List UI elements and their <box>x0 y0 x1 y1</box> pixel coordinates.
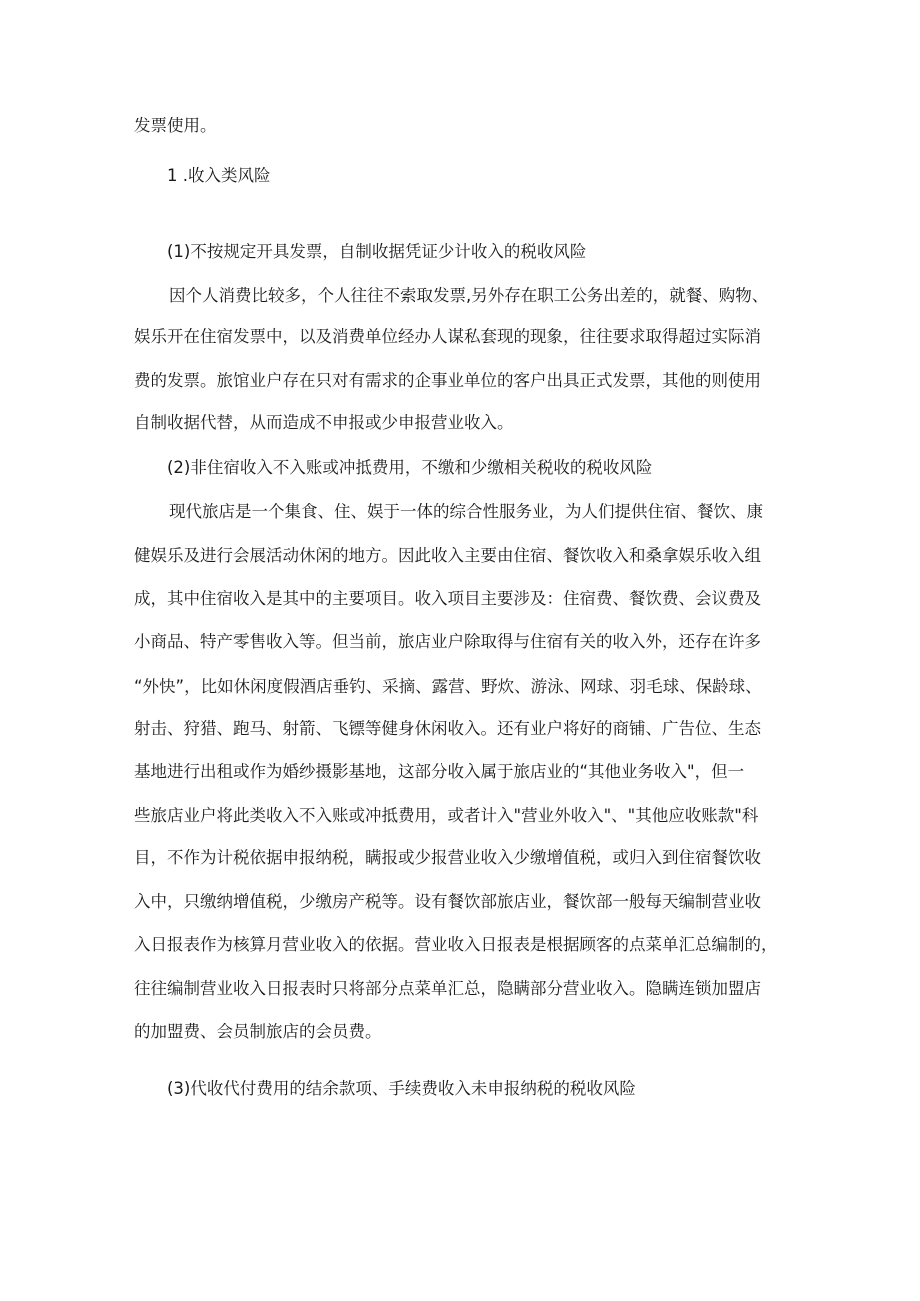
paragraph-line: 成，其中住宿收入是其中的主要项目。收入项目主要涉及：住宿费、餐饮费、会议费及 <box>134 589 761 608</box>
paragraph-line: 些旅店业户将此类收入不入账或冲抵费用，或者计入"营业外收入"、"其他应收账款"科 <box>134 806 759 825</box>
paragraph-line: 小商品、特产零售收入等。但当前，旅店业户除取得与住宿有关的收入外，还存在许多 <box>134 632 761 651</box>
paragraph-line: 健娱乐及进行会展活动休闲的地方。因此收入主要由住宿、餐饮收入和桑拿娱乐收入组 <box>134 546 761 565</box>
paragraph-line: 射击、狩猎、跑马、射箭、飞镖等健身休闲收入。还有业户将好的商铺、广告位、生态 <box>134 719 761 738</box>
paragraph-line: 基地进行出租或作为婚纱摄影基地，这部分收入属于旅店业的“其他业务收入"，但一 <box>134 762 745 781</box>
paragraph-line: 入日报表作为核算月营业收入的依据。营业收入日报表是根据顾客的点菜单汇总编制的， <box>134 935 778 954</box>
paragraph-line: 的加盟费、会员制旅店的会员费。 <box>134 1022 382 1041</box>
intro-tail-text: 发票使用。 <box>134 116 217 135</box>
paragraph-line: 目，不作为计税依据申报纳税，瞒报或少报营业收入少缴增值税，或归入到住宿餐饮收 <box>134 848 761 867</box>
subsection-2-heading: (2)非住宿收入不入账或冲抵费用，不缴和少缴相关税收的税收风险 <box>167 458 653 477</box>
section-heading: 1 .收入类风险 <box>167 166 271 185</box>
paragraph-line: 现代旅店是一个集食、住、娱于一体的综合性服务业，为人们提供住宿、餐饮、康 <box>169 502 763 521</box>
paragraph-line: 入中，只缴纳增值税，少缴房产税等。设有餐饮部旅店业，餐饮部一般每天编制营业收 <box>134 892 761 911</box>
paragraph-line: 费的发票。旅馆业户存在只对有需求的企事业单位的客户出具正式发票，其他的则使用 <box>134 371 761 390</box>
paragraph-line: 娱乐开在住宿发票中，以及消费单位经办人谋私套现的现象，往往要求取得超过实际消 <box>134 327 761 346</box>
paragraph-line: 往往编制营业收入日报表时只将部分点菜单汇总，隐瞒部分营业收入。隐瞒连锁加盟店 <box>134 979 761 998</box>
paragraph-line: 自制收据代替，从而造成不申报或少申报营业收入。 <box>134 413 514 432</box>
subsection-3-heading: (3)代收代付费用的结余款项、手续费收入未申报纳税的税收风险 <box>167 1079 636 1098</box>
subsection-1-heading: (1)不按规定开具发票，自制收据凭证少计收入的税收风险 <box>167 242 587 261</box>
paragraph-line: “外快”，比如休闲度假酒店垂钓、采摘、露营、野炊、游泳、网球、羽毛球、保龄球、 <box>134 677 762 696</box>
paragraph-line: 因个人消费比较多，个人往往不索取发票,另外存在职工公务出差的，就餐、购物、 <box>169 286 769 305</box>
